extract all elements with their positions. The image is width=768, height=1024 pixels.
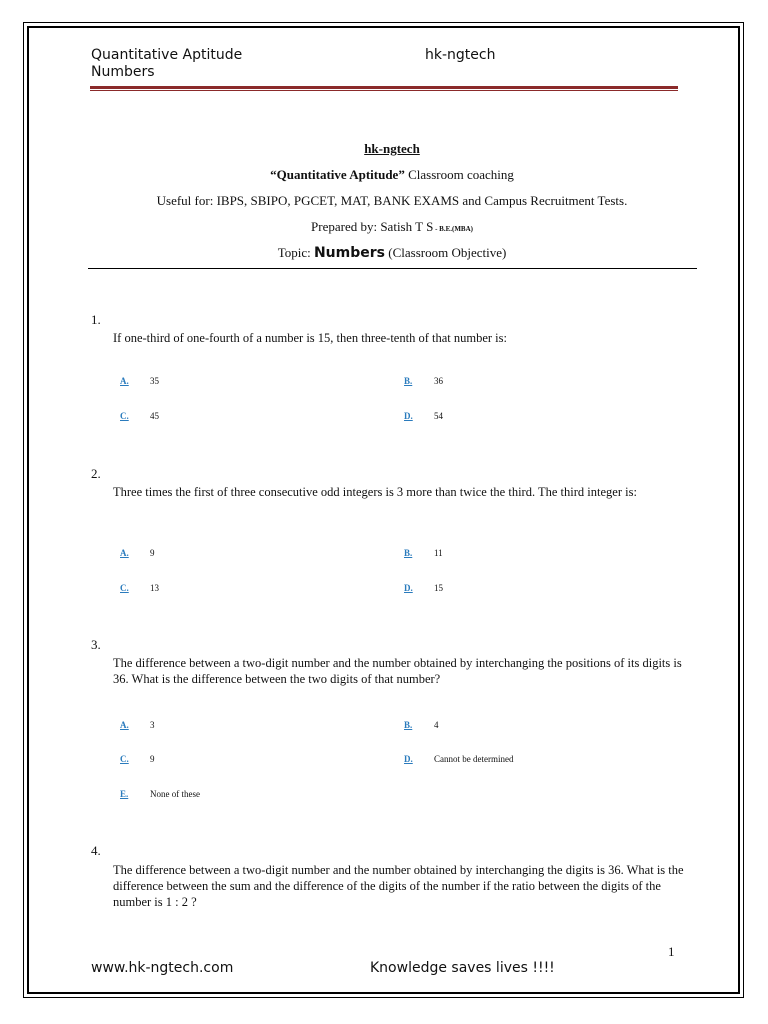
question-number: 4. bbox=[91, 843, 101, 858]
question-text: The difference between a two-digit number and the number obtained by interchanging the digits is 36. What is the difference between the sum and the difference of the digits of the number if the ratio between the digits of the number is 1 : 2 ? bbox=[113, 863, 684, 909]
header-rule-thin bbox=[90, 90, 678, 91]
option-value: 9 bbox=[150, 548, 155, 558]
option-value: Cannot be determined bbox=[434, 754, 514, 764]
option-value: 9 bbox=[150, 754, 155, 764]
topic-prefix: Topic: bbox=[277, 245, 314, 260]
topic-line bbox=[88, 245, 696, 261]
org-title: hk-ngtech bbox=[364, 141, 420, 156]
topic-suffix: (Classroom Objective) bbox=[385, 245, 507, 260]
option-letter-c[interactable]: C. bbox=[120, 754, 129, 764]
option-value: 4 bbox=[434, 720, 439, 730]
option-letter-b[interactable]: B. bbox=[404, 548, 413, 558]
author: Prepared by: Satish T S bbox=[311, 219, 434, 234]
option-value: 54 bbox=[434, 411, 443, 421]
header-topic: Numbers bbox=[91, 64, 155, 80]
title-divider bbox=[88, 268, 697, 269]
prepared-by bbox=[88, 219, 696, 235]
option-letter-c[interactable]: C. bbox=[120, 411, 129, 421]
question-number: 3. bbox=[91, 637, 101, 652]
option-letter-d[interactable]: D. bbox=[404, 583, 413, 593]
option-value: 45 bbox=[150, 411, 159, 421]
option-value: 15 bbox=[434, 583, 443, 593]
question-text: The difference between a two-digit number and the number obtained by interchanging the positions of its digits is 36. What is the difference between the two digits of that number? bbox=[113, 656, 682, 686]
option-letter-d[interactable]: D. bbox=[404, 754, 413, 764]
option-letter-b[interactable]: B. bbox=[404, 720, 413, 730]
option-letter-e[interactable]: E. bbox=[120, 789, 129, 799]
header-brand: hk-ngtech bbox=[425, 47, 496, 63]
header-subject: Quantitative Aptitude bbox=[91, 47, 243, 63]
option-value: 36 bbox=[434, 376, 443, 386]
option-letter-a[interactable]: A. bbox=[120, 376, 129, 386]
header-left bbox=[91, 47, 242, 81]
option-letter-b[interactable]: B. bbox=[404, 376, 413, 386]
topic-name: Numbers bbox=[313, 245, 385, 261]
option-value: None of these bbox=[150, 789, 200, 799]
option-value: 13 bbox=[150, 583, 159, 593]
option-value: 11 bbox=[434, 548, 443, 558]
question-number: 2. bbox=[91, 466, 101, 481]
useful-for: Useful for: IBPS, SBIPO, PGCET, MAT, BANK EXAMS and Campus Recruitment Tests. bbox=[156, 193, 628, 208]
option-letter-d[interactable]: D. bbox=[404, 411, 413, 421]
header-rule-thick bbox=[90, 86, 678, 89]
course-subtitle bbox=[88, 167, 696, 183]
course-type: Classroom coaching bbox=[404, 167, 514, 182]
option-letter-c[interactable]: C. bbox=[120, 583, 129, 593]
option-letter-a[interactable]: A. bbox=[120, 548, 129, 558]
question-text: If one-third of one-fourth of a number is 15, then three-tenth of that number is: bbox=[113, 331, 507, 345]
option-letter-a[interactable]: A. bbox=[120, 720, 129, 730]
footer-website[interactable]: www.hk-ngtech.com bbox=[91, 960, 234, 976]
page-number: 1 bbox=[668, 944, 675, 959]
question-number: 1. bbox=[91, 312, 101, 327]
option-value: 3 bbox=[150, 720, 155, 730]
author-degree: - B.E.(MBA) bbox=[433, 225, 473, 233]
question-text: Three times the first of three consecutive odd integers is 3 more than twice the third. The third integer is: bbox=[113, 485, 637, 499]
option-value: 35 bbox=[150, 376, 159, 386]
footer-motto: Knowledge saves lives !!!! bbox=[370, 960, 555, 976]
course-name: “Quantitative Aptitude” bbox=[270, 167, 405, 182]
